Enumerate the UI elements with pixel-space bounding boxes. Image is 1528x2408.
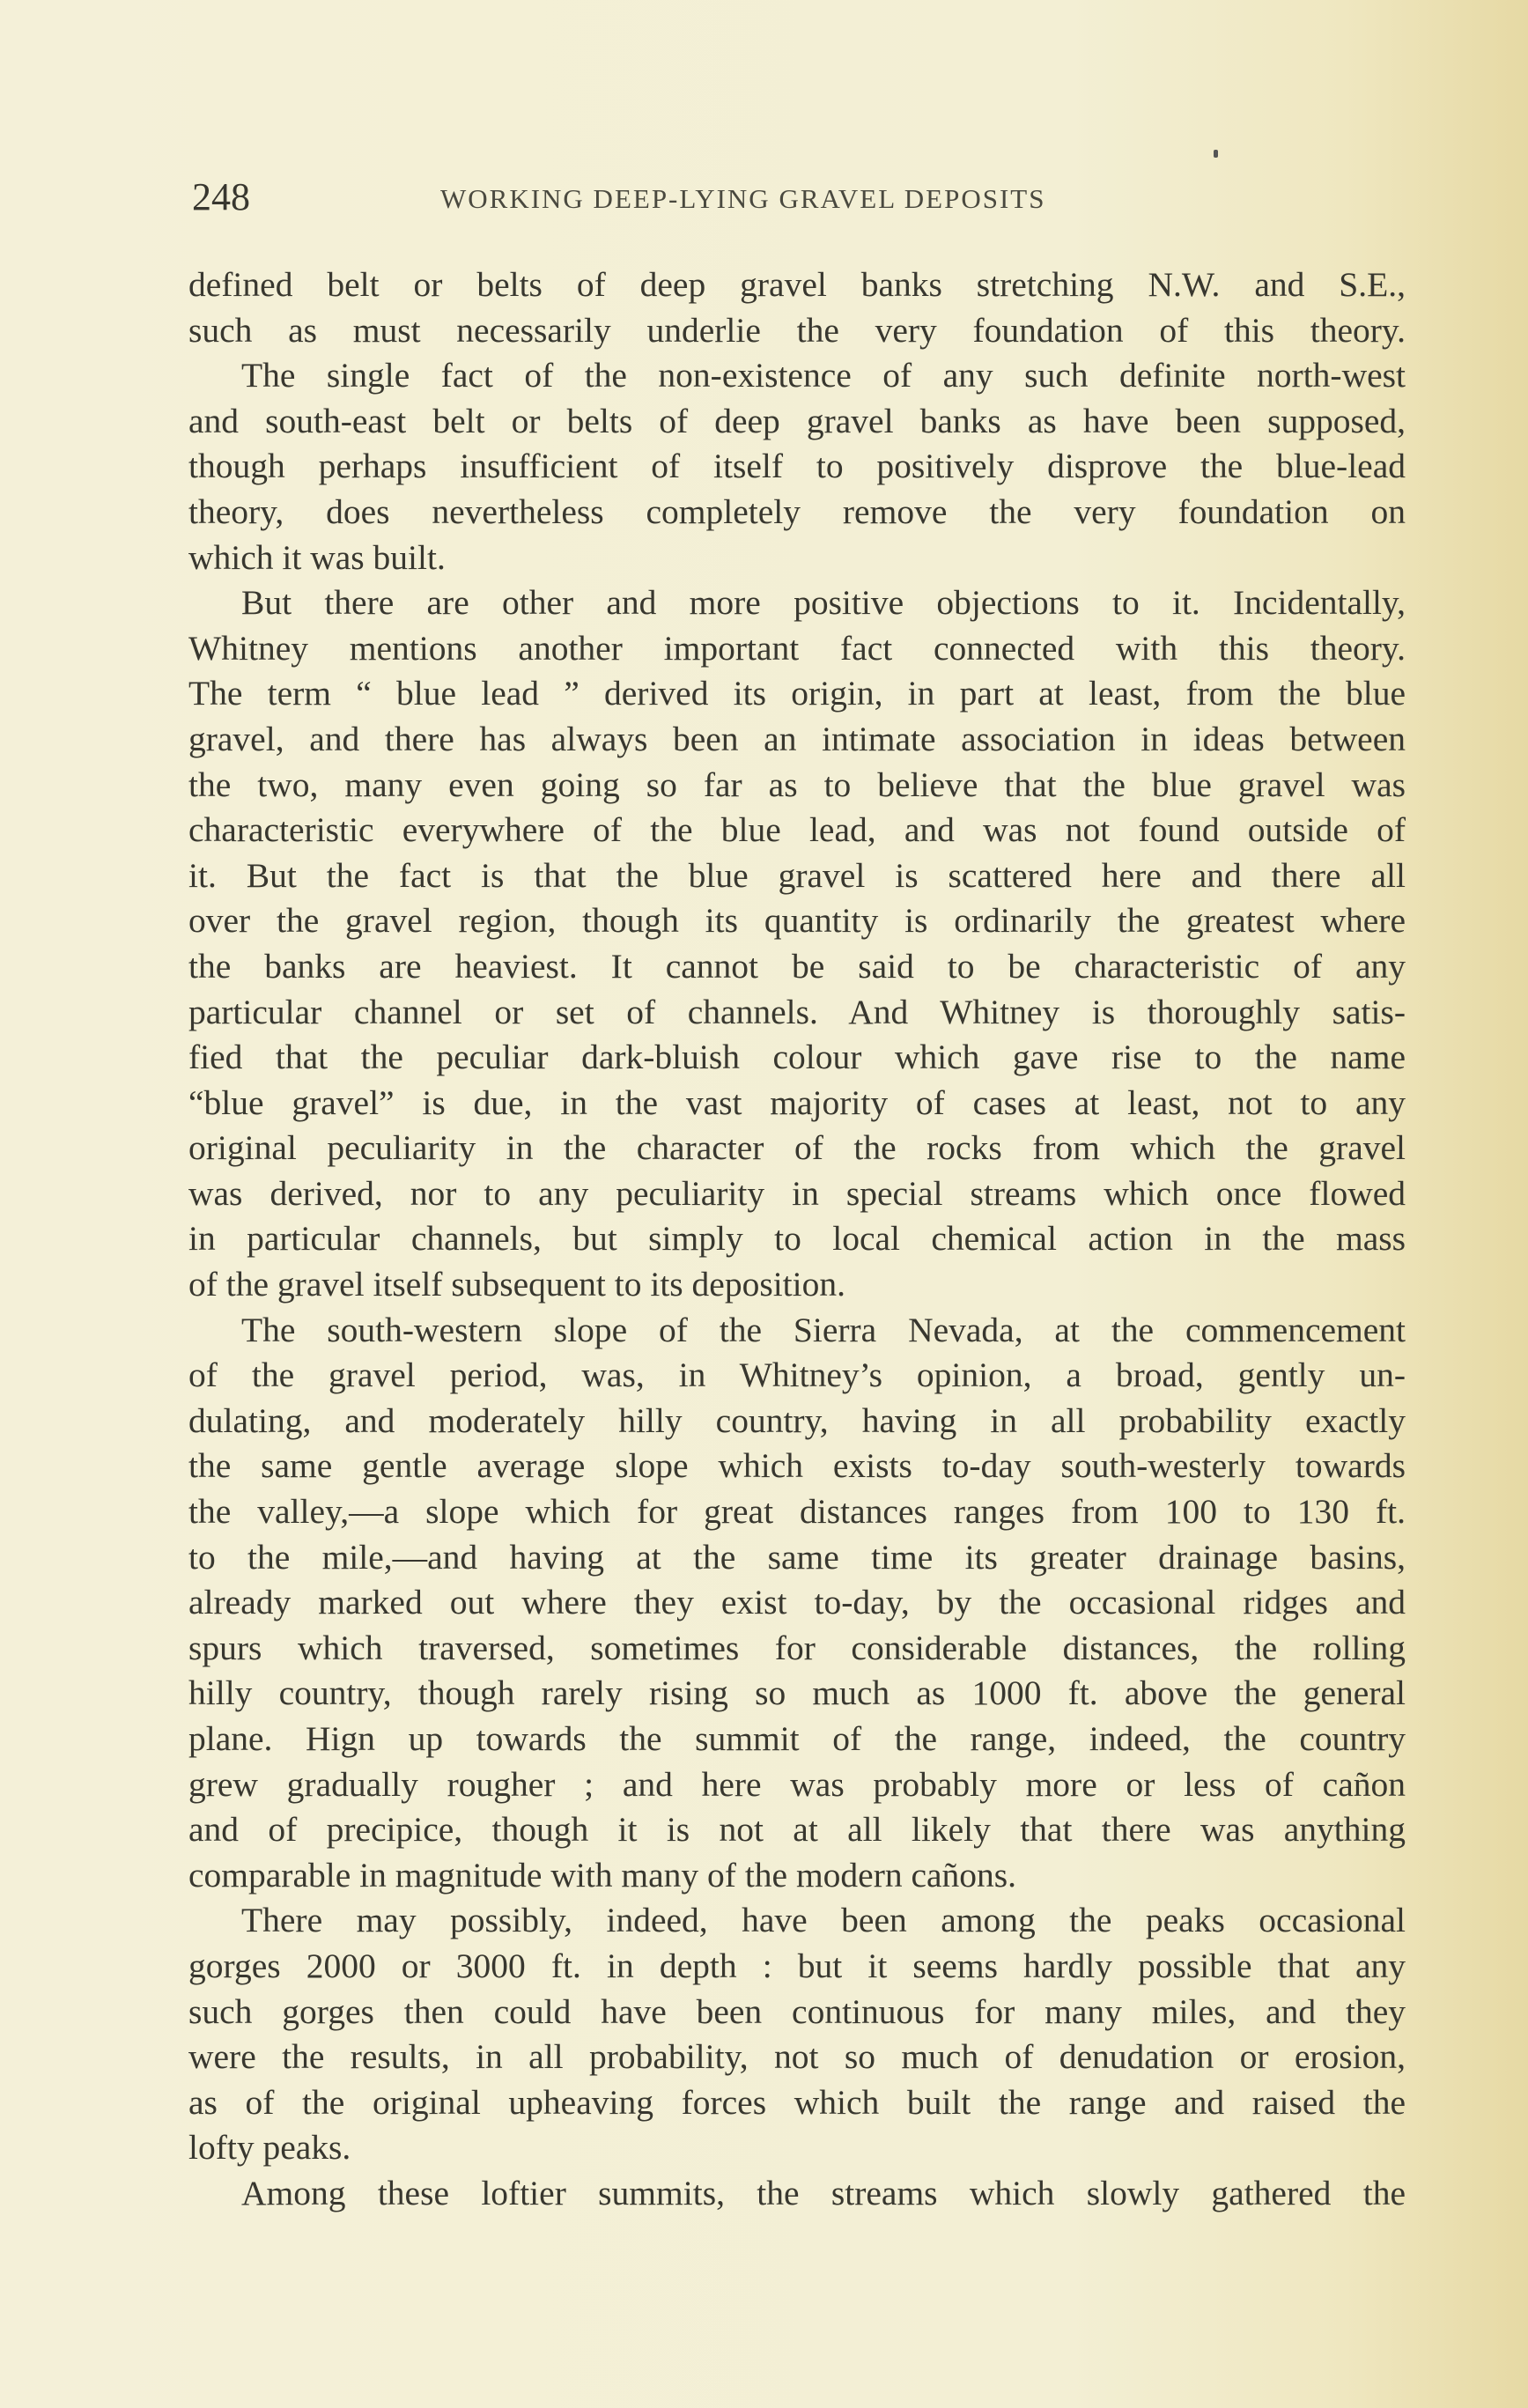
text-line: There may possibly, indeed, have been among the peaks occasional — [241, 1901, 1406, 1940]
text-line: grew gradually rougher ; and here was probably more or less of cañon — [188, 1764, 1406, 1804]
text-line: was derived, nor to any peculiarity in special streams which once flowed — [188, 1173, 1406, 1213]
text-line: theory, does nevertheless completely remove the very foundation on — [188, 491, 1406, 531]
text-line: lofty peaks. — [188, 2128, 351, 2168]
text-line: spurs which traversed, sometimes for considerable distances, the rolling — [188, 1628, 1406, 1667]
text-line: in particular channels, but simply to local chemical action in the mass — [188, 1219, 1406, 1259]
text-line: “blue gravel” is due, in the vast majority of cases at least, not to any — [188, 1082, 1406, 1122]
paragraph — [188, 1308, 1406, 1899]
text-line: it. But the fact is that the blue gravel is scattered here and there all — [188, 855, 1406, 895]
text-line: which it was built. — [188, 537, 446, 577]
text-line: and south-east belt or belts of deep gravel banks as have been supposed, — [188, 401, 1406, 440]
text-line: of the gravel itself subsequent to its deposition. — [188, 1265, 845, 1304]
text-line: the banks are heaviest. It cannot be said to be characteristic of any — [188, 946, 1406, 986]
text-line: The single fact of the non-existence of any such definite north-west — [241, 356, 1406, 395]
text-line: hilly country, though rarely rising so much as 1000 ft. above the general — [188, 1673, 1406, 1713]
text-line: The term “ blue lead ” derived its origin, in part at least, from the blue — [188, 674, 1406, 713]
text-line: plane. Hign up towards the summit of the range, indeed, the country — [188, 1719, 1406, 1758]
text-line: dulating, and moderately hilly country, having in all probability exactly — [188, 1400, 1406, 1440]
paragraph — [188, 580, 1406, 1308]
text-line: original peculiarity in the character of the rocks from which the gravel — [188, 1128, 1406, 1168]
text-line: were the results, in all probability, not so much of denudation or erosion, — [188, 2037, 1406, 2077]
text-line: defined belt or belts of deep gravel banks stretching N.W. and S.E., — [188, 265, 1406, 304]
paragraph — [188, 353, 1406, 580]
text-line: and of precipice, though it is not at all likely that there was anything — [188, 1810, 1406, 1850]
text-line: the two, many even going so far as to believe that the blue gravel was — [188, 765, 1406, 804]
text-line: to the mile,—and having at the same time its greater drainage basins, — [188, 1537, 1406, 1577]
page-number: 248 — [192, 175, 250, 218]
text-line: gravel, and there has always been an intimate association in ideas between — [188, 719, 1406, 758]
text-line: over the gravel region, though its quantity is ordinarily the greatest where — [188, 901, 1406, 941]
text-line: gorges 2000 or 3000 ft. in depth : but it seems hardly possible that any — [188, 1946, 1406, 1985]
text-line: characteristic everywhere of the blue lead, and was not found outside of — [188, 810, 1406, 850]
text-line: But there are other and more positive objections to it. Incidentally, — [241, 583, 1406, 623]
text-line: already marked out where they exist to-day, by the occasional ridges and — [188, 1583, 1406, 1622]
text-line: particular channel or set of channels. And Whitney is thoroughly satis- — [188, 992, 1406, 1031]
text-line: The south-western slope of the Sierra Nevada, at the commencement — [241, 1310, 1406, 1349]
running-header — [192, 174, 1161, 227]
text-line: comparable in magnitude with many of the modern cañons. — [188, 1855, 1017, 1895]
text-line: of the gravel period, was, in Whitney’s opinion, a broad, gently un- — [188, 1355, 1406, 1395]
text-line: though perhaps insufficient of itself to positively disprove the blue-lead — [188, 447, 1406, 486]
text-line: the same gentle average slope which exists to-day south-westerly towards — [188, 1446, 1406, 1486]
text-line: such gorges then could have been continuous for many miles, and they — [188, 1991, 1406, 2031]
paragraph — [188, 262, 1406, 353]
text-line: Whitney mentions another important fact connected with this theory. — [188, 628, 1406, 668]
text-line: Among these loftier summits, the streams which slowly gathered the — [241, 2173, 1406, 2212]
paragraph — [188, 2171, 1406, 2217]
text-line: as of the original upheaving forces which built the range and raised the — [188, 2082, 1406, 2122]
running-title: WORKING DEEP-LYING GRAVEL DEPOSITS — [440, 183, 1046, 214]
text-line: such as must necessarily underlie the very foundation of this theory. — [188, 310, 1406, 350]
text-line: fied that the peculiar dark-bluish colour which gave rise to the name — [188, 1038, 1406, 1077]
body-text — [188, 262, 1406, 2217]
text-line: the valley,—a slope which for great distances ranges from 100 to 130 ft. — [188, 1492, 1406, 1532]
ink-speck — [1214, 150, 1218, 158]
paragraph — [188, 1898, 1406, 2171]
